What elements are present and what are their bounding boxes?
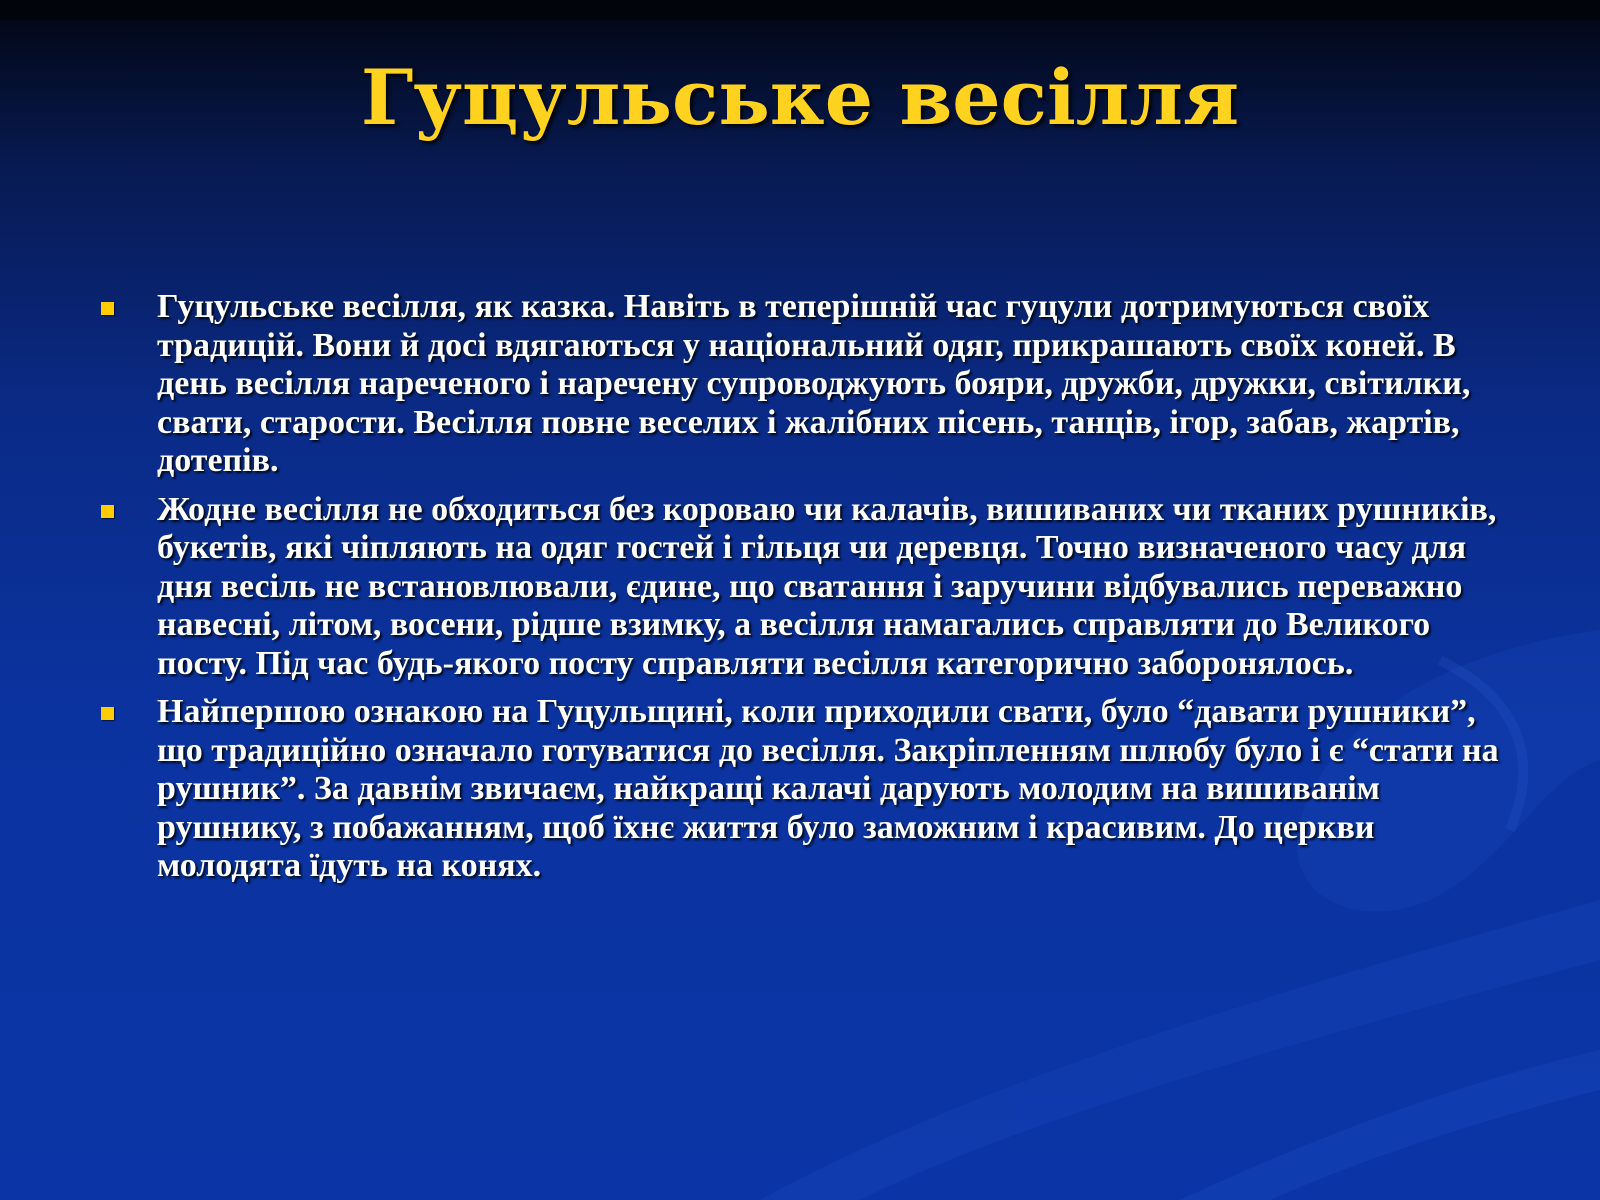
list-item — [96, 491, 1506, 684]
square-bullet-icon — [101, 505, 114, 518]
bullet-text: Жодне весілля не обходиться без короваю чи калачів, вишиваних чи тканих рушників, букетів, які чіпляють на одяг гостей і гільця чи деревця. Точно визначеного часу для дня весіль не встановлювали, єдине, що сватання і заручини відбувались переважно навесні, літом, восени, рідше взимку, а весілля намагались справляти до Великого посту. Під час будь-якого посту справляти весілля категорично заборонялось. — [157, 490, 1497, 682]
list-item — [96, 693, 1506, 886]
slide-title: Гуцульське весілля — [360, 53, 1240, 142]
square-bullet-icon — [101, 302, 114, 315]
bullet-text: Найпершою ознакою на Гуцульщині, коли приходили свати, було “давати рушники”, що традиційно означало готуватися до весілля. Закріпленням шлюбу було і є “стати на рушник”. За давнім звичаєм, найкращі калачі дарують молодим на вишиванім рушнику, з побажанням, щоб їхнє життя було заможним і красивим. До церкви молодята їдуть на конях. — [157, 693, 1499, 884]
bullet-text: Гуцульське весілля, як казка. Навіть в теперішній час гуцули дотримуються своїх традицій. Вони й досі вдягаються у національний одяг, прикрашають своїх коней. В день весілля нареченого і наречену супроводжують бояри, дружби, дружки, світилки, свати, старости. Весілля повне веселих і жалібних пісень, танців, ігор, забав, жартів, дотепів. — [157, 288, 1471, 479]
bullet-list — [96, 288, 1506, 896]
list-item — [96, 288, 1506, 481]
square-bullet-icon — [101, 707, 114, 720]
